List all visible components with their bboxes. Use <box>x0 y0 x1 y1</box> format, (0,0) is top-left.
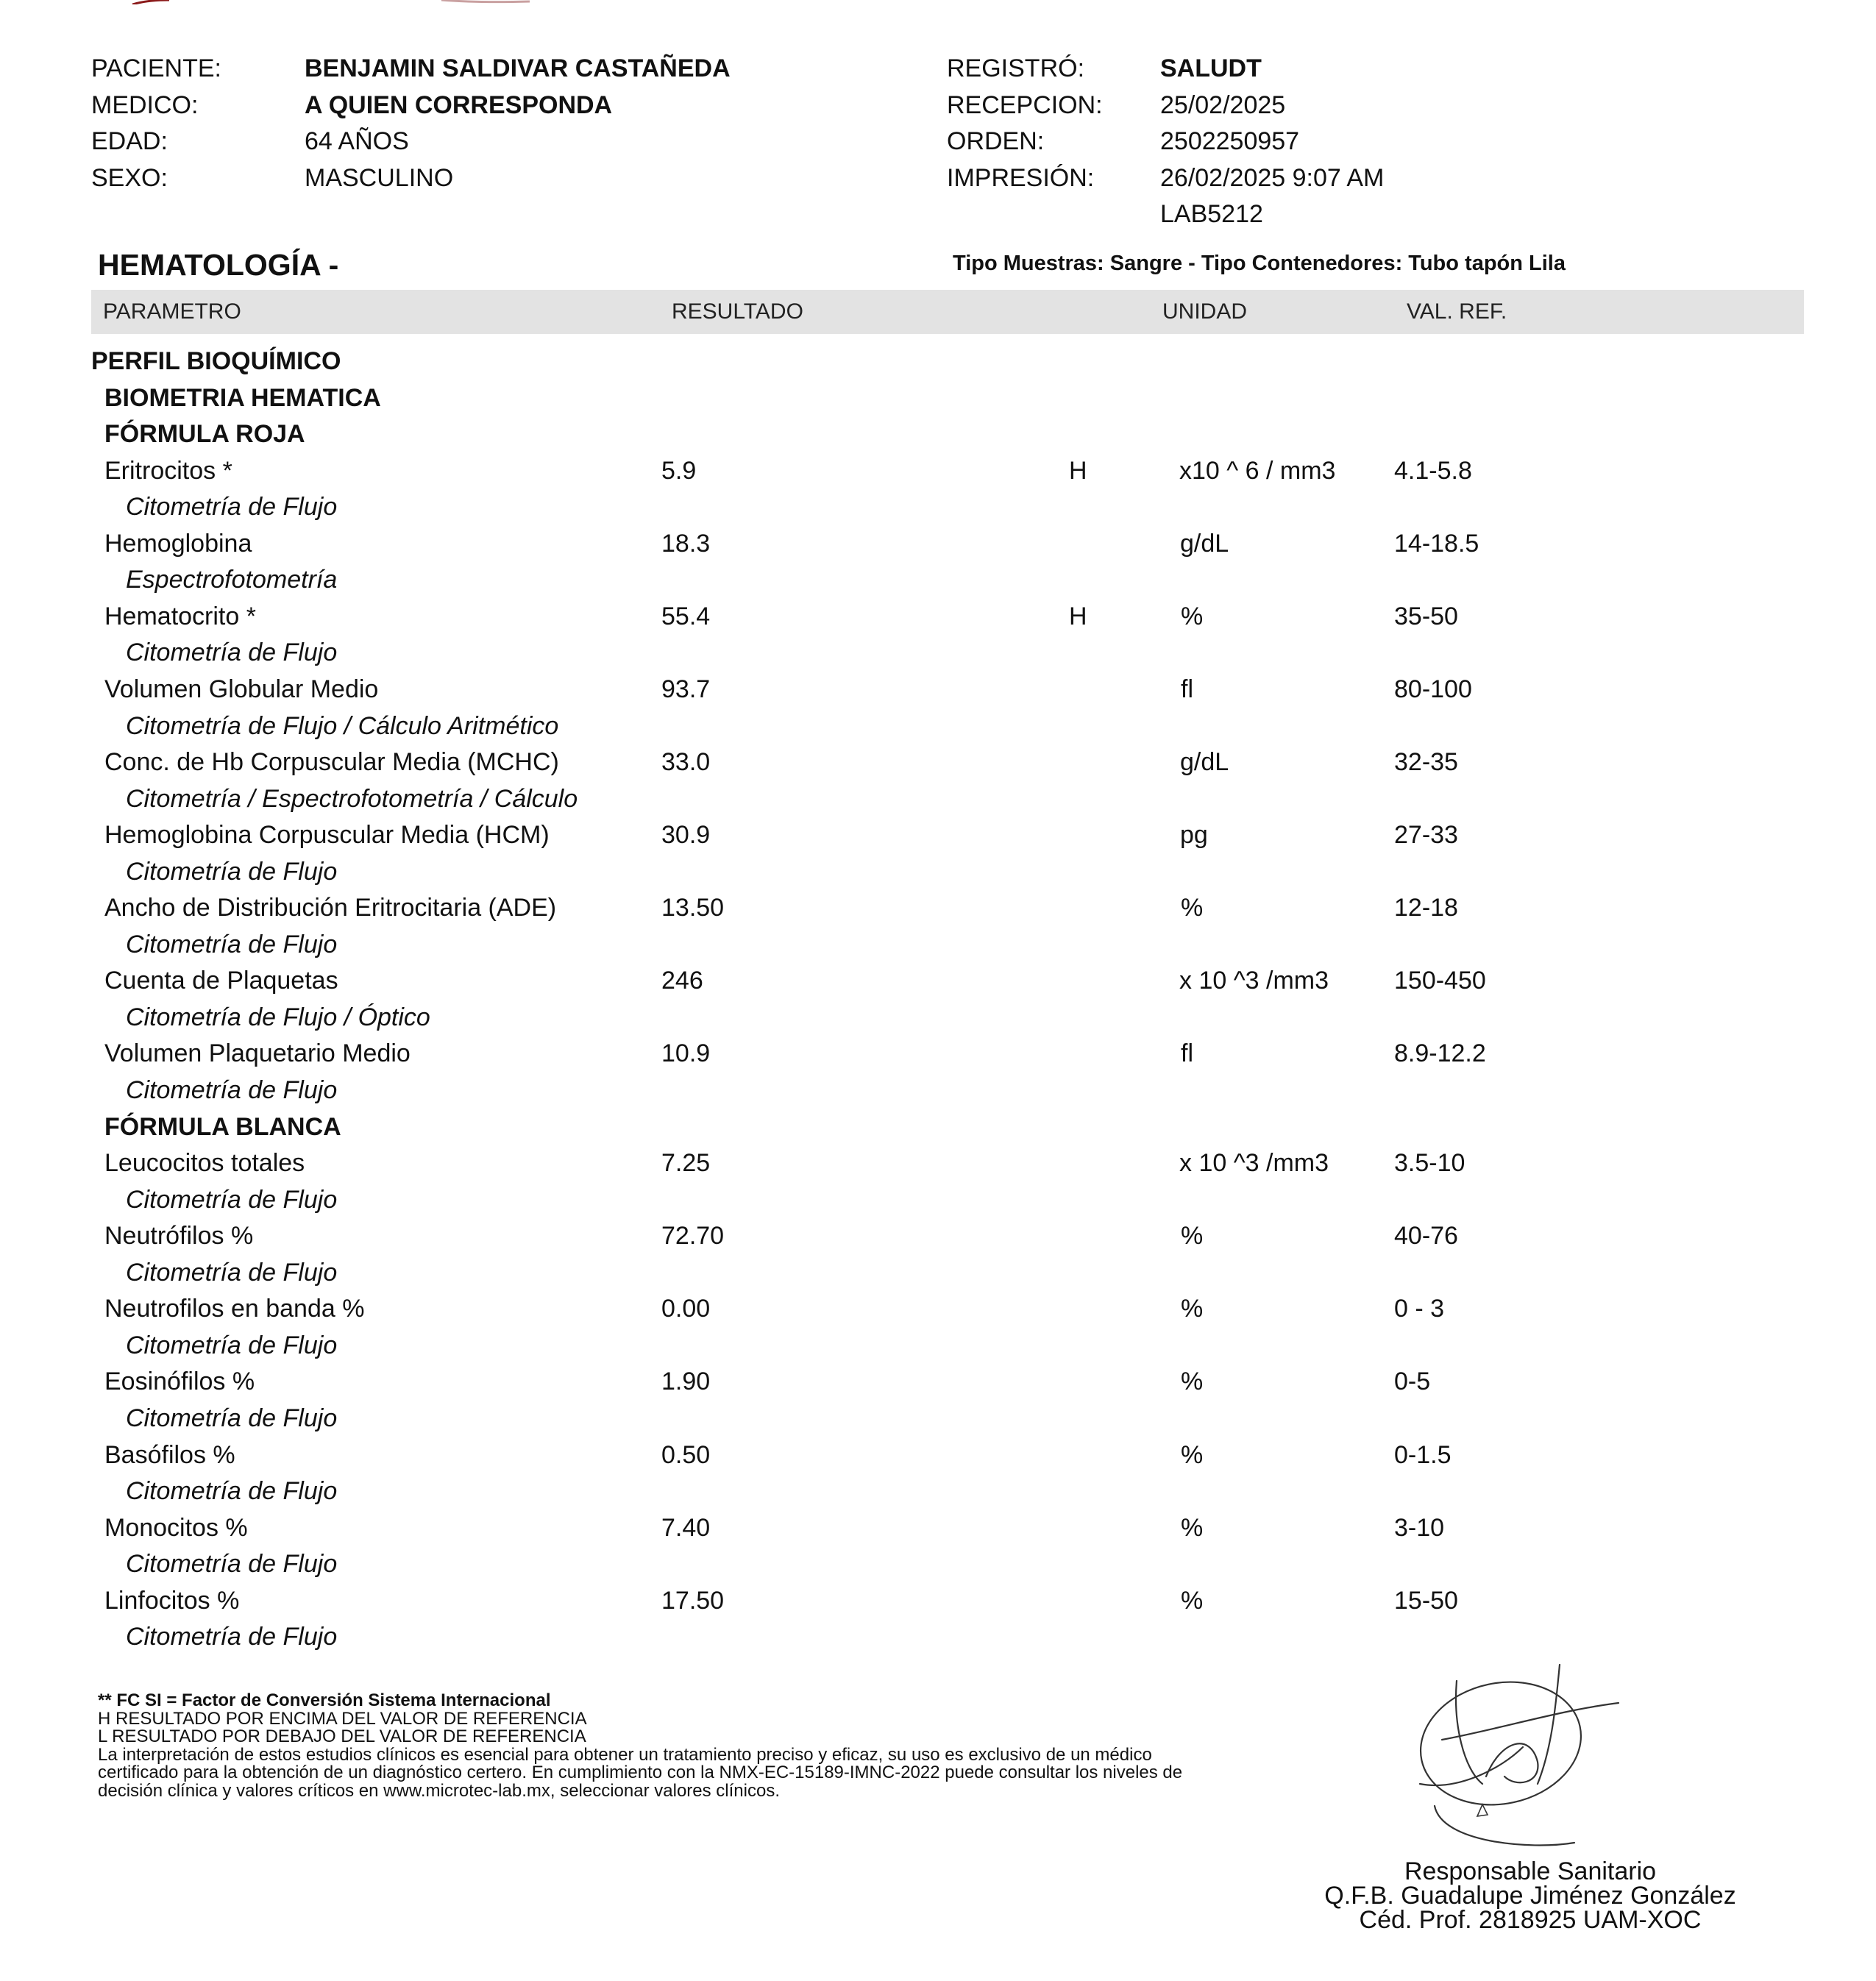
unit-value: % <box>1181 1440 1204 1469</box>
reference-range: 0-1.5 <box>1394 1440 1452 1469</box>
result-value: 55.4 <box>661 602 711 630</box>
method-name: Citometría de Flujo / Óptico <box>126 1003 430 1031</box>
table-row <box>0 525 1876 562</box>
table-row <box>0 1509 1876 1546</box>
responsible-line: Responsable Sanitario <box>1404 1857 1657 1885</box>
result-value: 33.0 <box>661 748 711 777</box>
table-row <box>0 1145 1876 1181</box>
method-name: Citometría de Flujo <box>126 1331 338 1359</box>
column-unit: UNIDAD <box>1162 299 1248 324</box>
reference-range: 15-50 <box>1394 1586 1458 1615</box>
method-name: Citometría de Flujo <box>126 639 338 667</box>
param-name: Hemoglobina <box>104 529 252 558</box>
reference-range: 4.1-5.8 <box>1394 456 1472 485</box>
result-value: 18.3 <box>661 529 711 558</box>
param-name: Hematocrito * <box>104 602 256 630</box>
footer-note-line: L RESULTADO POR DEBAJO DEL VALOR DE REFERENCIA <box>98 1726 586 1746</box>
param-name: FÓRMULA BLANCA <box>104 1112 341 1141</box>
table-row <box>0 1035 1876 1072</box>
reference-range: 40-76 <box>1394 1222 1458 1251</box>
patient-field-label: SEXO: <box>91 163 168 192</box>
param-name: Neutrofilos en banda % <box>104 1295 365 1323</box>
footer-note-line: ** FC SI = Factor de Conversión Sistema Internacional <box>98 1690 551 1710</box>
patient-field-value: BENJAMIN SALDIVAR CASTAÑEDA <box>305 54 731 82</box>
method-name: Citometría de Flujo <box>126 1258 338 1287</box>
order-field-label: ORDEN: <box>947 127 1045 155</box>
order-field-value: LAB5212 <box>1160 200 1263 228</box>
table-row <box>0 1290 1876 1327</box>
reference-range: 27-33 <box>1394 821 1458 850</box>
order-field-value: 2502250957 <box>1160 127 1300 155</box>
table-row <box>0 962 1876 999</box>
method-name: Citometría de Flujo / Cálculo Aritmético <box>126 711 559 740</box>
result-value: 13.50 <box>661 894 725 922</box>
result-value: 17.50 <box>661 1586 725 1615</box>
param-name: Cuenta de Plaquetas <box>104 967 338 995</box>
method-row <box>0 1327 1876 1364</box>
unit-value: % <box>1181 1295 1204 1323</box>
method-row <box>0 926 1876 963</box>
method-name: Citometría de Flujo <box>126 930 338 959</box>
group-row <box>0 380 1876 416</box>
table-row <box>0 1437 1876 1473</box>
method-name: Espectrofotometría <box>126 566 338 594</box>
column-result: RESULTADO <box>672 299 803 324</box>
reference-range: 8.9-12.2 <box>1394 1039 1486 1068</box>
column-header-bar <box>91 290 1804 334</box>
patient-field-label: MEDICO: <box>91 90 199 119</box>
table-row <box>0 744 1876 780</box>
patient-field-value: MASCULINO <box>305 163 454 192</box>
responsible-line: Céd. Prof. 2818925 UAM-XOC <box>1359 1906 1702 1934</box>
method-row <box>0 999 1876 1036</box>
group-row <box>0 416 1876 452</box>
unit-value: % <box>1181 1586 1204 1615</box>
unit-value: % <box>1181 894 1204 922</box>
method-row <box>0 853 1876 890</box>
method-row <box>0 488 1876 525</box>
table-row <box>0 671 1876 708</box>
order-field-value: SALUDT <box>1160 54 1262 82</box>
param-name: Ancho de Distribución Eritrocitaria (ADE) <box>104 894 557 922</box>
reference-range: 32-35 <box>1394 748 1458 777</box>
handwritten-signature-icon <box>1413 1659 1633 1857</box>
unit-value: % <box>1181 1368 1204 1396</box>
table-row <box>0 1582 1876 1619</box>
result-value: 0.50 <box>661 1440 711 1469</box>
reference-range: 0-5 <box>1394 1368 1431 1396</box>
order-field-value: 26/02/2025 9:07 AM <box>1160 163 1385 192</box>
table-row <box>0 1217 1876 1254</box>
unit-value: fl <box>1181 675 1193 703</box>
param-name: Neutrófilos % <box>104 1222 254 1251</box>
method-row <box>0 1072 1876 1109</box>
param-name: Leucocitos totales <box>104 1149 305 1178</box>
reference-range: 150-450 <box>1394 967 1486 995</box>
group-row <box>0 1109 1876 1145</box>
method-row <box>0 1473 1876 1509</box>
param-name: BIOMETRIA HEMATICA <box>104 383 381 412</box>
method-row <box>0 780 1876 817</box>
method-row <box>0 1181 1876 1218</box>
reference-range: 3-10 <box>1394 1513 1445 1542</box>
reference-range: 14-18.5 <box>1394 529 1479 558</box>
param-name: Hemoglobina Corpuscular Media (HCM) <box>104 821 550 850</box>
param-name: PERFIL BIOQUÍMICO <box>91 347 341 375</box>
footer-note-line: decisión clínica y valores críticos en www.microtec-lab.mx, seleccionar valores clínicos. <box>98 1780 780 1801</box>
method-row <box>0 1400 1876 1437</box>
unit-value: fl <box>1181 1039 1193 1068</box>
patient-field-label: EDAD: <box>91 127 168 155</box>
unit-value: x10 ^ 6 / mm3 <box>1179 456 1336 485</box>
flag-indicator: H <box>1069 602 1087 630</box>
result-value: 0.00 <box>661 1295 711 1323</box>
unit-value: g/dL <box>1180 748 1229 777</box>
reference-range: 3.5-10 <box>1394 1149 1465 1178</box>
method-row <box>0 708 1876 744</box>
order-field-label: REGISTRÓ: <box>947 54 1085 82</box>
unit-value: x 10 ^3 /mm3 <box>1179 1149 1329 1178</box>
reference-range: 35-50 <box>1394 602 1458 630</box>
column-ref: VAL. REF. <box>1407 299 1507 324</box>
table-row <box>0 817 1876 853</box>
method-name: Citometría de Flujo <box>126 493 338 522</box>
method-row <box>0 1546 1876 1582</box>
footer-note-line: H RESULTADO POR ENCIMA DEL VALOR DE REFERENCIA <box>98 1708 587 1729</box>
order-field-label: RECEPCION: <box>947 90 1103 119</box>
method-name: Citometría de Flujo <box>126 1477 338 1506</box>
result-value: 246 <box>661 967 703 995</box>
param-name: Linfocitos % <box>104 1586 240 1615</box>
responsible-signature-block <box>1251 1857 1810 1934</box>
method-name: Citometría de Flujo <box>126 1550 338 1579</box>
unit-value: % <box>1181 1513 1204 1542</box>
reference-range: 12-18 <box>1394 894 1458 922</box>
method-row <box>0 1618 1876 1655</box>
result-value: 7.40 <box>661 1513 711 1542</box>
result-value: 1.90 <box>661 1368 711 1396</box>
method-name: Citometría de Flujo <box>126 857 338 886</box>
param-name: Monocitos % <box>104 1513 248 1542</box>
sample-info: Tipo Muestras: Sangre - Tipo Contenedores: Tubo tapón Lila <box>953 252 1566 275</box>
result-value: 72.70 <box>661 1222 725 1251</box>
reference-range: 0 - 3 <box>1394 1295 1445 1323</box>
param-name: FÓRMULA ROJA <box>104 420 305 449</box>
patient-field-value: A QUIEN CORRESPONDA <box>305 90 613 119</box>
method-name: Citometría de Flujo <box>126 1076 338 1104</box>
footer-notes <box>98 1692 1182 1800</box>
table-row <box>0 452 1876 489</box>
flag-indicator: H <box>1069 456 1087 485</box>
method-name: Citometría / Espectrofotometría / Cálculo <box>126 784 578 813</box>
param-name: Eritrocitos * <box>104 456 232 485</box>
method-row <box>0 1254 1876 1291</box>
result-value: 93.7 <box>661 675 711 703</box>
order-field-label: IMPRESIÓN: <box>947 163 1095 192</box>
footer-note-line: certificado para la obtención de un diagnóstico certero. En cumplimiento con la NMX-EC-15189-IMNC-2022 puede consultar los niveles de <box>98 1763 1183 1782</box>
method-row <box>0 561 1876 598</box>
table-row <box>0 598 1876 635</box>
reference-range: 80-100 <box>1394 675 1472 703</box>
order-field-value: 25/02/2025 <box>1160 90 1286 119</box>
unit-value: x 10 ^3 /mm3 <box>1179 967 1329 995</box>
logo-mark-icon <box>125 0 537 4</box>
table-row <box>0 1363 1876 1400</box>
unit-value: pg <box>1180 821 1208 850</box>
param-name: Basófilos % <box>104 1440 235 1469</box>
patient-field-value: 64 AÑOS <box>305 127 409 155</box>
unit-value: % <box>1181 602 1204 630</box>
footer-note-line: La interpretación de estos estudios clínicos es esencial para obtener un tratamiento preciso y eficaz, su uso es exclusivo de un médico <box>98 1744 1152 1765</box>
responsible-line: Q.F.B. Guadalupe Jiménez González <box>1324 1882 1736 1910</box>
method-row <box>0 634 1876 671</box>
column-param: PARAMETRO <box>103 299 241 324</box>
unit-value: g/dL <box>1180 529 1229 558</box>
patient-field-label: PACIENTE: <box>91 54 221 82</box>
unit-value: % <box>1181 1222 1204 1251</box>
method-name: Citometría de Flujo <box>126 1404 338 1432</box>
method-name: Citometría de Flujo <box>126 1185 338 1214</box>
method-name: Citometría de Flujo <box>126 1623 338 1651</box>
param-name: Volumen Globular Medio <box>104 675 379 703</box>
result-value: 30.9 <box>661 821 711 850</box>
param-name: Conc. de Hb Corpuscular Media (MCHC) <box>104 748 559 777</box>
section-title: HEMATOLOGÍA - <box>98 248 339 282</box>
group-row <box>0 343 1876 380</box>
param-name: Volumen Plaquetario Medio <box>104 1039 411 1068</box>
param-name: Eosinófilos % <box>104 1368 255 1396</box>
result-value: 5.9 <box>661 456 697 485</box>
result-value: 10.9 <box>661 1039 711 1068</box>
result-value: 7.25 <box>661 1149 711 1178</box>
table-row <box>0 889 1876 926</box>
